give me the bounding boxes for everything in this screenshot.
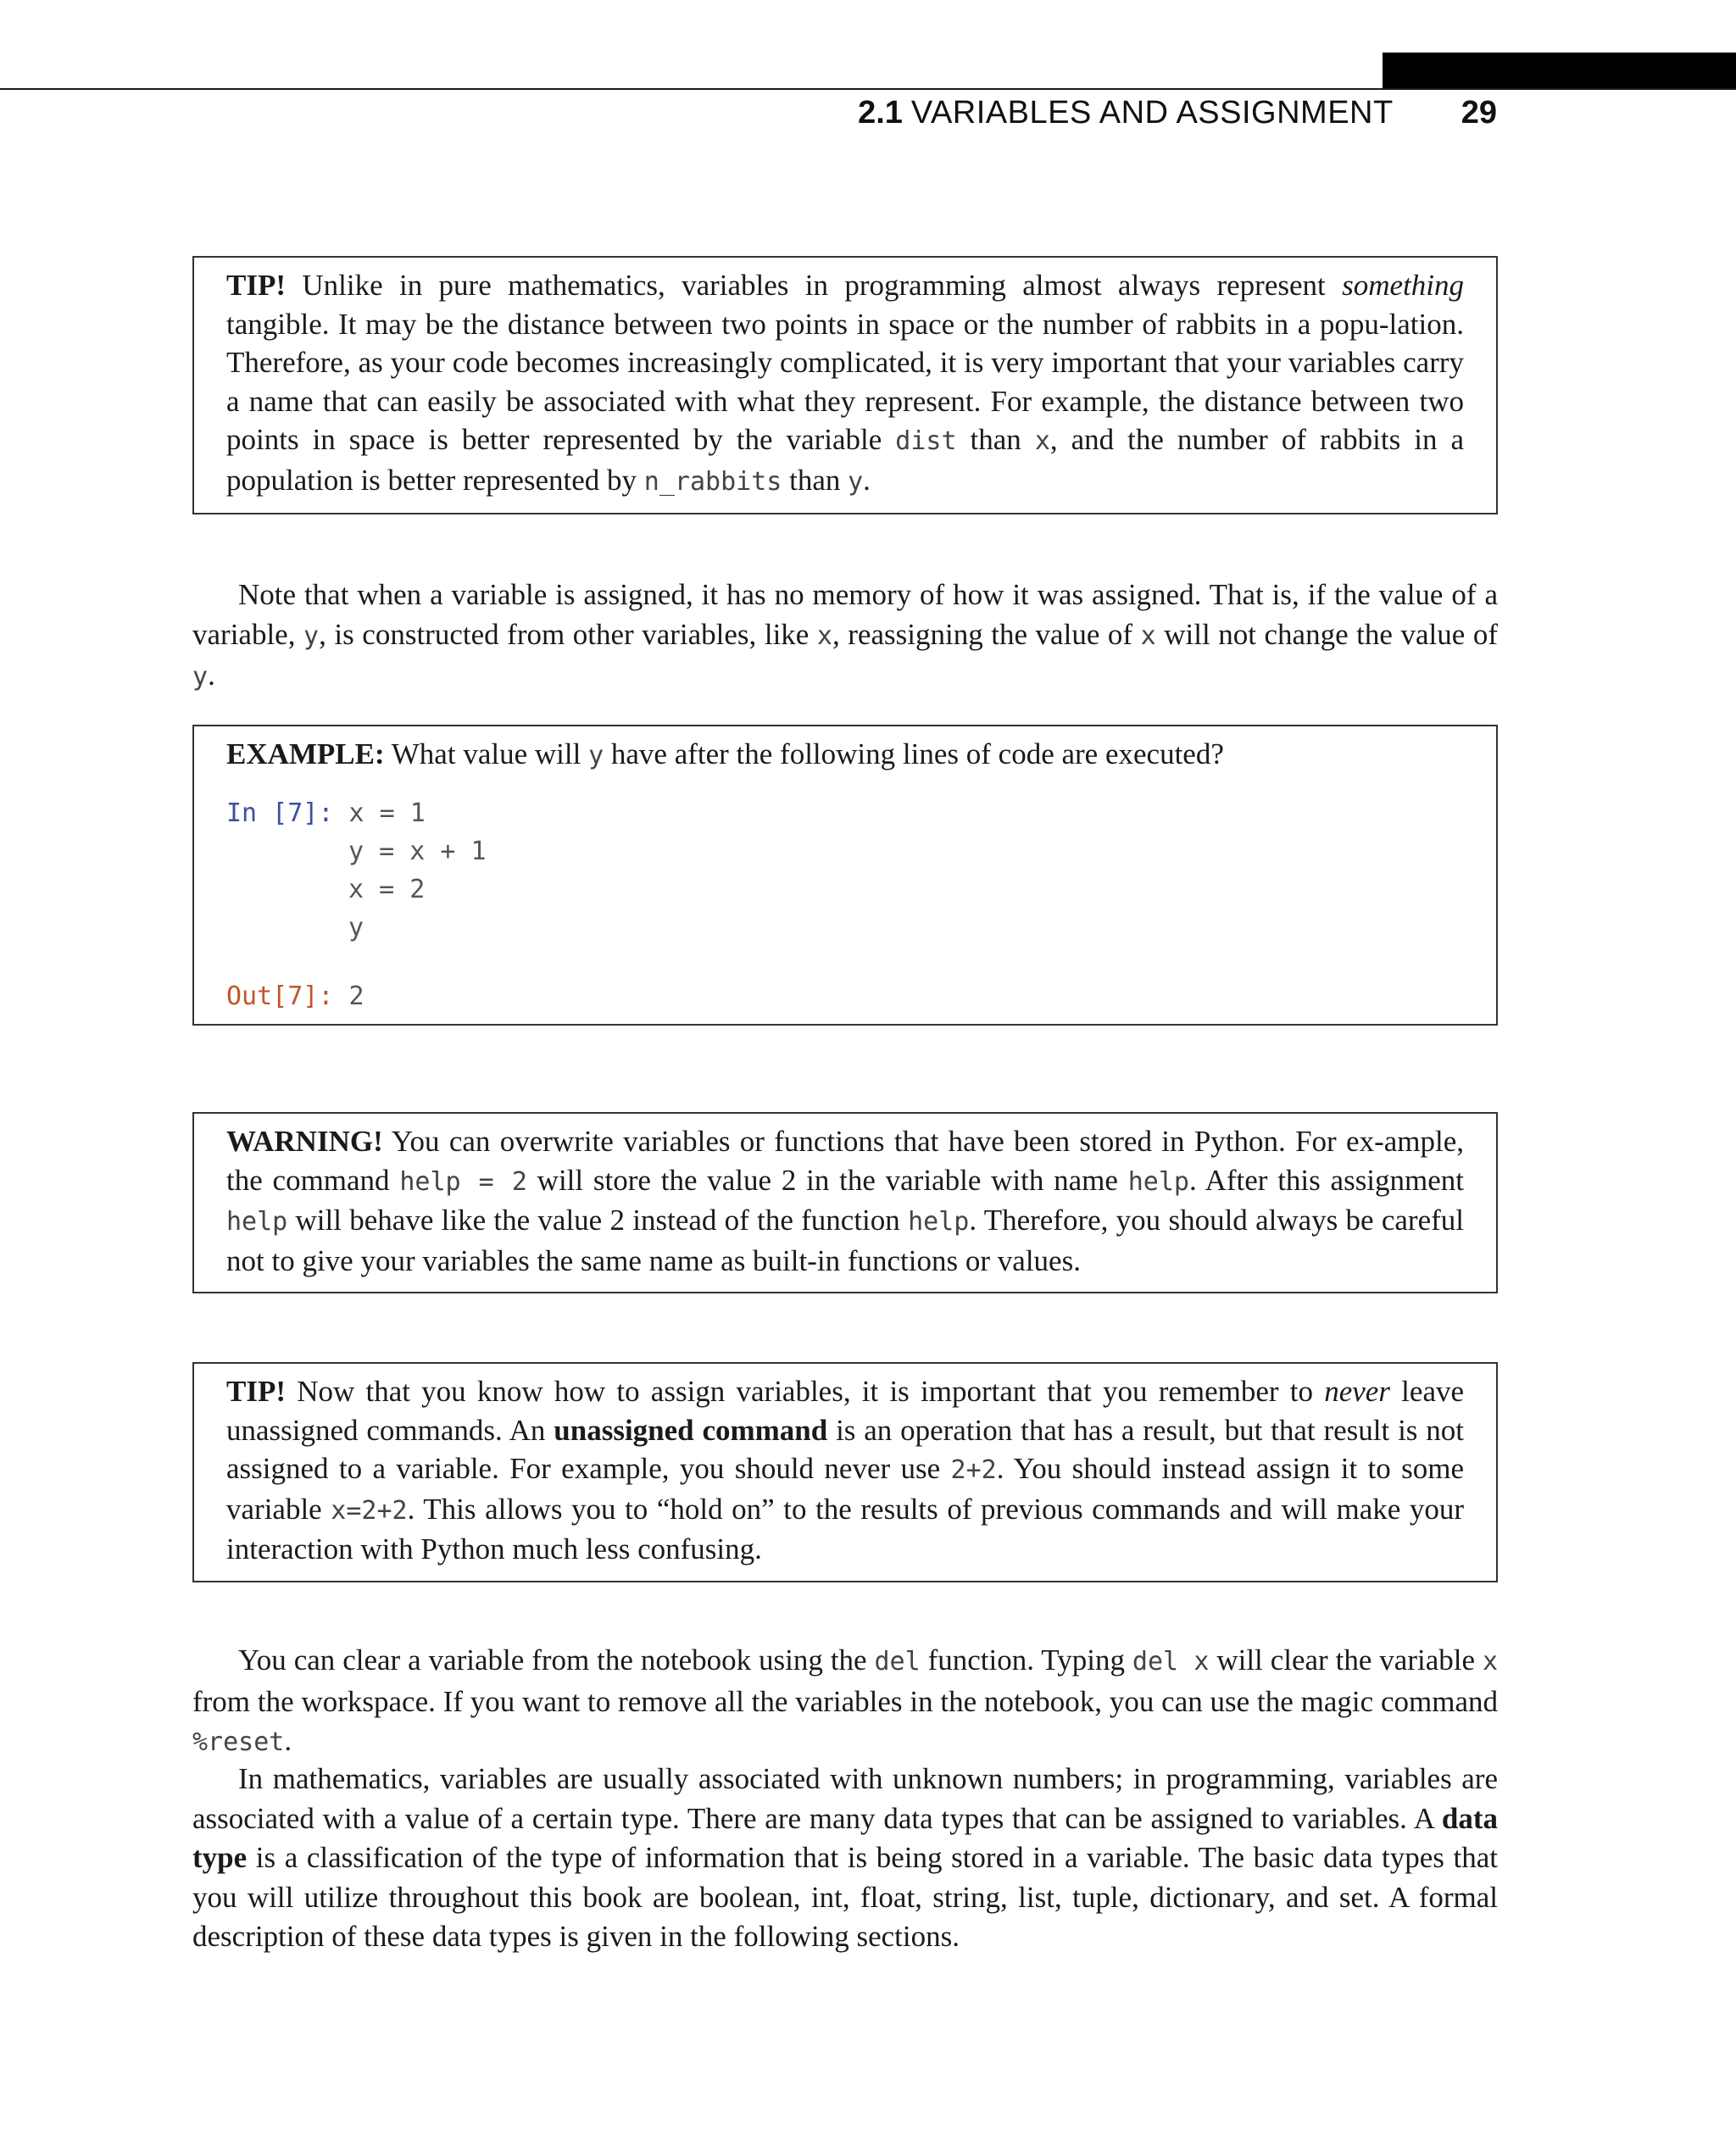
- inline-code: n_rabbits: [643, 466, 782, 497]
- inline-code: y: [303, 620, 320, 651]
- inline-code: %reset: [192, 1727, 285, 1757]
- inline-code: x: [1034, 426, 1050, 456]
- example-text: EXAMPLE: What value will y have after the following lines of code are executed?: [226, 737, 1224, 770]
- inline-code: x=2+2: [331, 1495, 408, 1526]
- output-value: 2: [348, 981, 364, 1011]
- inline-code: help: [1127, 1166, 1189, 1197]
- code-line: x = 2: [348, 874, 426, 904]
- page-number: 29: [1461, 95, 1497, 131]
- example-box: [192, 725, 1498, 1026]
- section-number: 2.1: [858, 95, 903, 131]
- defined-term: data type: [192, 1801, 1498, 1874]
- code-cell: [226, 794, 1464, 1015]
- body-paragraph: In mathematics, variables are usually associated with unknown numbers; in programming, variables are associated with a value of a certain type. There are many data types that can be assigned to variables. A data type is a classification of the type of information that is being stored in a variable. The basic data types that you will utilize throughout this book are boolean, int, float, string, list, tuple, dictionary, and set. A formal description of these data types is given in the following sections.: [192, 1762, 1498, 1953]
- inline-code: 2+2: [950, 1455, 997, 1485]
- code-line: In [7]: x = 1: [226, 798, 426, 828]
- running-head: [858, 95, 1497, 131]
- header-rule: [0, 88, 1736, 90]
- inline-code: x: [1140, 620, 1156, 651]
- inline-code: y: [588, 741, 604, 770]
- body-paragraph: Note that when a variable is assigned, it has no memory of how it was assigned. That is, if the value of a variable, y, is constructed from other variables, like x, reassigning the value of x will not change the value of y.: [192, 578, 1499, 692]
- tip-text: TIP! Now that you know how to assign variables, it is important that you remember to never leave unassigned commands. An unassigned command is an operation that has a result, but that result is not assigned to a variable. For example, you should never use 2+2. You should instead assign it to some variable x=2+2. This allows you to “hold on” to the results of previous commands and will make your interaction with Python much less confusing.: [226, 1375, 1465, 1565]
- tip-label: TIP!: [226, 1375, 286, 1408]
- example-label: EXAMPLE:: [226, 737, 385, 770]
- defined-term: unassigned command: [554, 1413, 828, 1447]
- warning-text: WARNING! You can overwrite variables or functions that have been stored in Python. For ex-ample, the command help = 2 will store the value 2 in the variable with name help. After this assignment help will behave like the value 2 instead of the function help. Therefore, you should always be careful not to give your variables the same name as built-in functions or values.: [226, 1125, 1465, 1277]
- code-line: y = x + 1: [348, 836, 487, 866]
- output-line: [226, 977, 1464, 1015]
- warning-label: WARNING!: [226, 1125, 383, 1158]
- out-prompt: Out[7]:: [226, 981, 334, 1011]
- tip-label: TIP!: [226, 269, 286, 302]
- body-paragraph: You can clear a variable from the notebook using the del function. Typing del x will clear the variable x from the workspace. If you want to remove all the variables in the notebook, you can use the magic command %reset.: [192, 1643, 1498, 1757]
- inline-code: y: [848, 466, 864, 497]
- inline-code: help = 2: [399, 1166, 527, 1197]
- code-line: y: [348, 912, 364, 943]
- tip-text: TIP! Unlike in pure mathematics, variables in programming almost always represent something tangible. It may be the distance between two points in space or the number of rabbits in a popu-lation. Therefore, as your code becomes increasingly complicated, it is very important that your variables carry a name that can easily be associated with what they represent. For example, the distance between two points in space is better represented by the variable dist than x, and the number of rabbits in a population is better represented by n_rabbits than y.: [226, 269, 1464, 497]
- inline-code: dist: [895, 426, 957, 456]
- inline-code: del x: [1132, 1647, 1210, 1677]
- inline-code: help: [226, 1207, 288, 1237]
- inline-code: y: [192, 662, 209, 692]
- header-bar: [1383, 53, 1736, 90]
- section-title: VARIABLES AND ASSIGNMENT: [910, 95, 1394, 131]
- inline-code: del: [874, 1647, 921, 1677]
- inline-code: x: [816, 620, 832, 651]
- tip-box-naming: [192, 256, 1498, 514]
- inline-code: help: [908, 1207, 970, 1237]
- warning-box: [192, 1112, 1498, 1293]
- inline-code: x: [1482, 1647, 1498, 1677]
- tip-box-unassigned: [192, 1362, 1498, 1582]
- in-prompt: In [7]:: [226, 798, 334, 828]
